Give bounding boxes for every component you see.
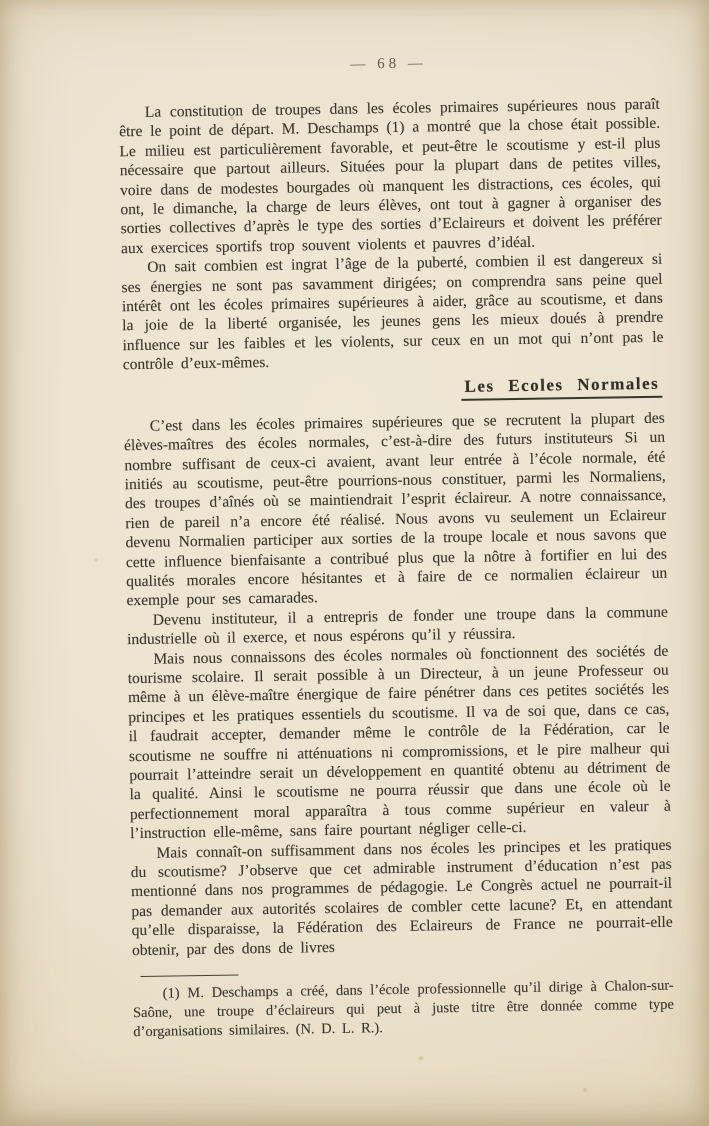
section-heading [123, 373, 662, 405]
footnote: (1) M. Deschamps a créé, dans l’école professionnelle qu’il dirige à Chalon-sur-Saône, une troupe d’éclaireurs qui peut à juste titre être donnée comme type d’organisations similaires. (N. D. L. R.). [132, 977, 675, 1041]
paragraph: On sait combien est ingrat l’âge de la puberté, combien il est dangereux si ses énergies ne sont pas savamment dirigées; on comprendra sans peine quel intérêt ont les écoles primaires supérieures à aider, grâce au scoutisme, et dans la joie de la liberté organisée, les jeunes gens les mieux doués à prendre influence sur les faibles et les violents, sur ceux en un mot qui n’ont pas le contrôle d’eux-mêmes. [121, 250, 664, 374]
section-heading-text: Les Ecoles Normales [461, 373, 662, 400]
paragraph: C’est dans les écoles primaires supérieures que se recrutent la plupart des élèves-maîtres des écoles normales, c’est-à-dire des futurs instituteurs Si un nombre suffisant de ceux-ci avaient, avant leur entrée à l’école normale, été initiés au scoutisme, peut-être pourrions-nous constituer, parmi les Normaliens, des troupes d’aînés où se maintiendrait l’esprit éclaireur. A notre connaissance, rien de pareil n’a encore été réalisé. Nous avons vu seulement un Eclaireur devenu Normalien participer aux sorties de la troupe locale et nous savons que cette influence bienfaisante a contribué plus que la nôtre à fortifier en lui des qualités morales encore hésitantes et à faire de ce normalien éclaireur un exemple pour ses camarades. [123, 409, 668, 610]
page-number: — 68 — [350, 55, 427, 73]
paragraph: Devenu instituteur, il a entrepris de fonder une troupe dans la commune industrielle où il exerce, et nous espérons qu’il y réussira. [127, 603, 668, 649]
paragraph: Mais connaît-on suffisamment dans nos écoles les principes et les pratiques du scoutisme? J’observe que cet admirable instrument d’éducation n’est pas mentionné dans nos programmes de pédagogie. Le Congrès actuel ne pourrait-il pas demander aux autorités scolaires de combler cette lacune? Et, en attendant qu’elle disparaisse, la Fédération des Eclaireurs de France ne pourrait-elle obtenir, par des dons de livres [130, 836, 673, 959]
page-content [118, 52, 674, 1042]
paragraph: La constitution de troupes dans les écoles primaires supérieures nous paraît être le point de départ. M. Deschamps (1) a montré que la chose était possible. Le milieu est particulièrement favorable, et peut-être le scoutisme y est-il plus nécessaire que partout ailleurs. Situées pour la plupart dans de petites villes, voire dans de modestes bourgades où manquent les distractions, ces écoles, qui ont, le dimanche, la charge de leurs élèves, ont tout à gagner à organiser des sorties collectives d’après le type des sorties d’Eclaireurs et doivent les préférer aux exercices sportifs trop souvent violents et pauvres d’idéal. [119, 95, 662, 258]
paragraph: Mais nous connaissons des écoles normales où fonctionnent des sociétés de tourisme scolaire. Il serait possible à un Directeur, à un jeune Professeur ou même à un élève-maître énergique de faire pénétrer dans ces petites sociétés les principes et les pratiques essentiels du scoutisme. Il va de soi que, dans ce cas, il faudrait accepter, demander même le contrôle de la Fédération, car le scoutisme ne souffre ni atténuations ni compromissions, et le pire malheur qui pourrait l’atteindre serait un développement en quantité obtenu au détriment de la qualité. Ainsi le scoutisme ne pourra réussir que dans une école où le perfectionnement moral apparaîtra à tous comme supérieur en valeur à l’instruction elle-même, sans faire pourtant négliger celle-ci. [127, 642, 671, 843]
footnote-divider [140, 975, 238, 978]
